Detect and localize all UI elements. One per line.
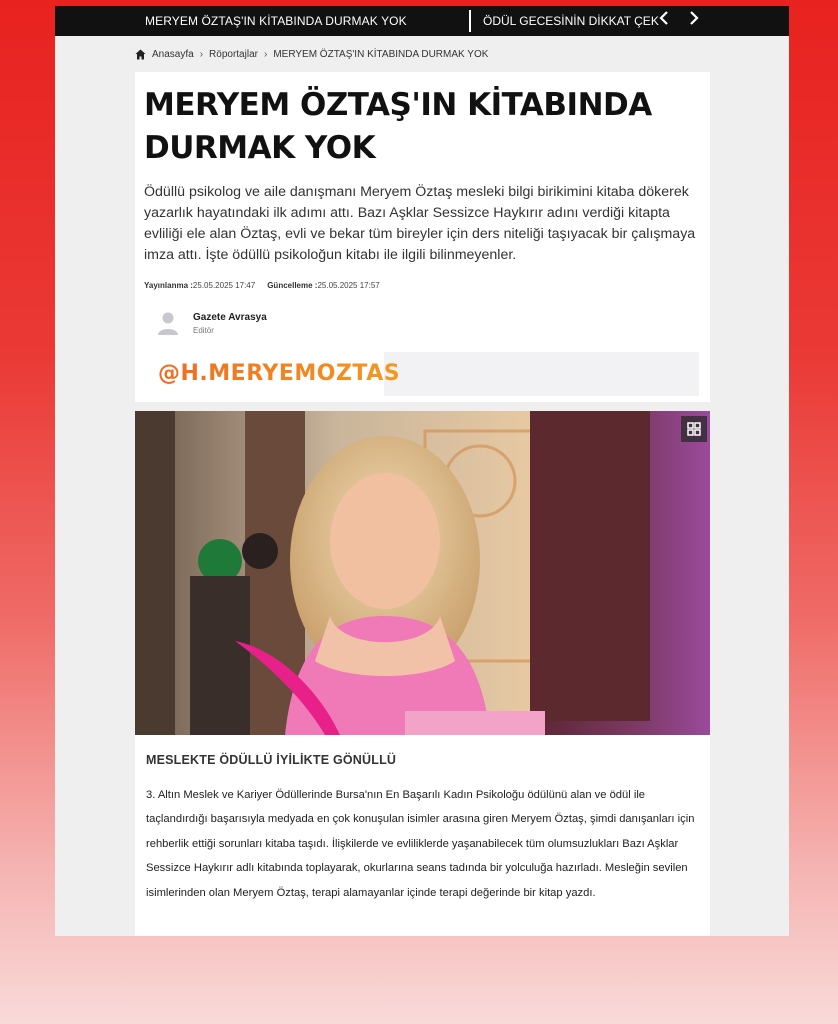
chevron-right-icon[interactable] xyxy=(683,9,705,33)
breadcrumb-home[interactable]: Anasayfa xyxy=(152,49,194,60)
breadcrumb xyxy=(135,49,488,60)
instagram-banner xyxy=(144,352,699,396)
article-title: MERYEM ÖZTAŞ'IN KİTABINDA DURMAK YOK xyxy=(144,87,652,166)
chevron-left-icon[interactable] xyxy=(653,9,675,33)
article-body xyxy=(135,735,710,936)
author-block[interactable] xyxy=(157,310,267,336)
article-page xyxy=(55,6,789,936)
gallery-grid-icon[interactable] xyxy=(681,416,707,442)
article-dates xyxy=(144,281,380,290)
author-role: Editör xyxy=(193,325,214,335)
ticker-headline-1[interactable]: MERYEM ÖZTAŞ'IN KİTABINDA DURMAK YOK xyxy=(145,14,407,28)
article-subheading: MESLEKTE ÖDÜLLÜ İYİLİKTE GÖNÜLLÜ xyxy=(146,753,397,767)
published-date: Yayınlanma :25.05.2025 17:47 xyxy=(144,281,256,290)
breadcrumb-separator: › xyxy=(263,49,268,60)
article-header-card xyxy=(135,72,710,402)
news-ticker xyxy=(55,6,789,36)
article-paragraph: 3. Altın Meslek ve Kariyer Ödüllerinde Bursa'nın En Başarılı Kadın Psikoloğu ödülünü alan ve ödül ile taçlandırdığı başarısıyla medyada en çok konuşulan isimler arasına giren Meryem Öztaş, şimdi danışanları için rehberlik ettiği sorunları kitaba taşıdı. İlişkilerde ve evliliklerde yaşanabilecek tüm olumsuzlukları Bazı Aşklar Sessizce Haykırır adlı kitabında toplayarak, okurlarına seans tadında bir yolculuğa hazırladı. Mesleğin sevilen isimlerinden olan Meryem Öztaş, terapi alamayanlar içinde terapi değerinde bir kitap yazdı. xyxy=(146,789,695,899)
instagram-handle: @H.MERYEMOZTAS xyxy=(158,361,401,386)
updated-date: Güncelleme :25.05.2025 17:57 xyxy=(267,281,380,290)
article-photo[interactable] xyxy=(135,411,710,735)
ticker-headline-2[interactable]: ÖDÜL GECESİNİN DİKKAT ÇEK xyxy=(483,14,659,28)
author-name[interactable]: Gazete Avrasya xyxy=(193,311,267,323)
article-lead: Ödüllü psikolog ve aile danışmanı Meryem Öztaş mesleki bilgi birikimini kitaba dökerek yazarlık hayatındaki ilk adımı attı. Bazı Aşklar Sessizce Haykırır adını verdiği kitapta evliliği ele alan Öztaş, evli ve bekar tüm bireyler için ders niteliği taşıyacak bir çalışmaya imza attı. İşte ödüllü psikoloğun kitabı ile ilgili bilinmeyenler. xyxy=(144,184,696,263)
breadcrumb-current: MERYEM ÖZTAŞ'IN KİTABINDA DURMAK YOK xyxy=(273,49,489,60)
ticker-divider xyxy=(469,10,471,32)
breadcrumb-section[interactable]: Röportajlar xyxy=(209,49,258,60)
breadcrumb-separator: › xyxy=(199,49,204,60)
home-icon[interactable] xyxy=(135,49,146,60)
user-avatar-icon xyxy=(157,310,179,336)
